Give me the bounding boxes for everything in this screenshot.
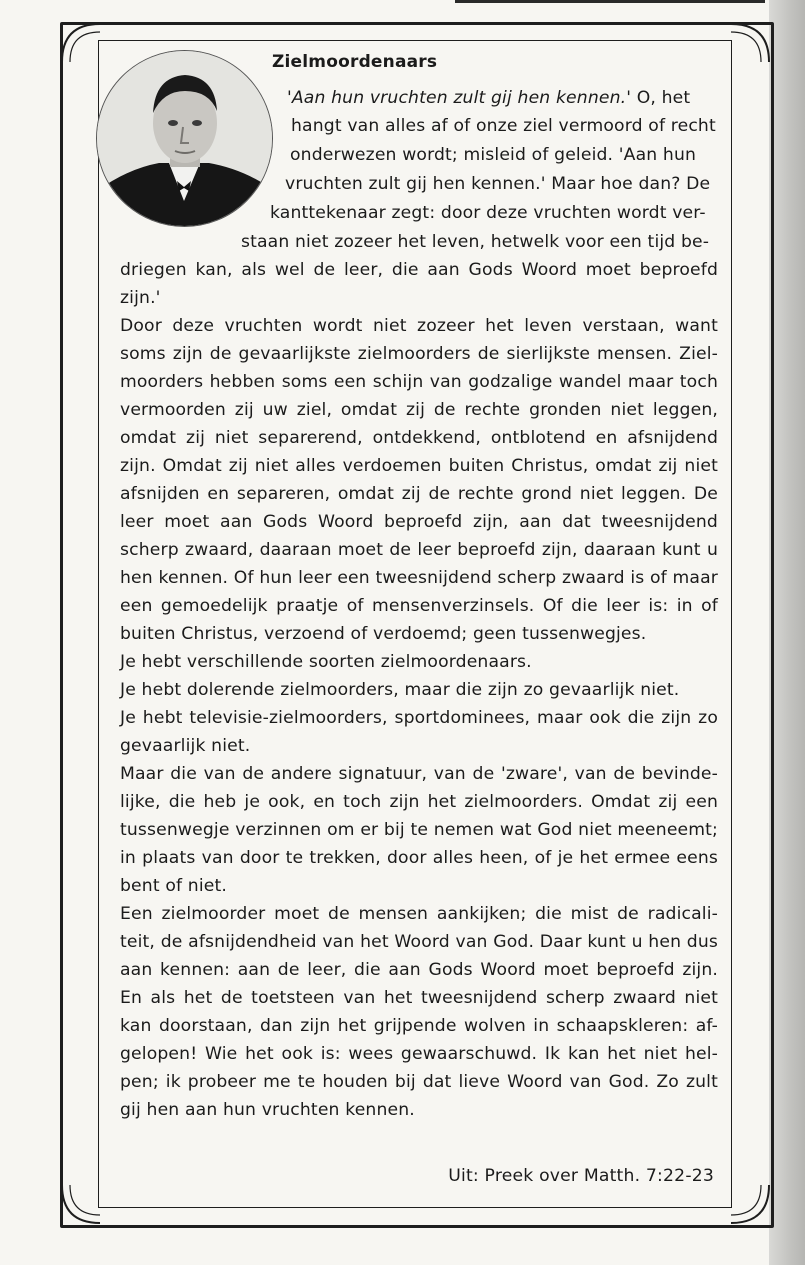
paragraph: Je hebt dolerende zielmoorders, maar die zijn zo gevaarlijk niet. — [120, 680, 680, 700]
intro-line: hangt van alles af of onze ziel vermoord of recht — [291, 116, 716, 136]
paragraph: Door deze vruchten wordt niet zozeer het leven verstaan, want soms zijn de gevaarlijkste zielmoorders de sierlijkste mensen. Ziel-moorders hebben soms een schijn van godzalige wandel maar toch vermoorden zij uw ziel, omdat zij de rechte gronden niet leggen, omdat zij niet separerend, ontdekkend, ontblotend en afsnijdend zijn. Omdat zij niet alles verdoemen buiten Christus, omdat zij niet afsnijden en separeren, omdat zij de rechte grond niet leggen. De leer moet aan Gods Woord beproefd zijn, aan dat tweesnijdend scherp zwaard, daaraan moet de leer beproefd zijn, daaraan kunt u hen kennen. Of hun leer een tweesnijdend scherp zwaard is of maar een gemoedelijk praatje of mensenverzinsels. Of die leer is: in of buiten Christus, verzoend of verdoemd; geen tussenwegjes. — [120, 316, 718, 644]
top-rule — [455, 0, 765, 3]
source-citation: Uit: Preek over Matth. 7:22-23 — [448, 1166, 714, 1186]
paragraph: Maar die van de andere signatuur, van de 'zware', van de bevinde-lijke, die heb je ook, en toch zijn het zielmoorders. Omdat zij een tussenwegje verzinnen om er bij te nemen wat God niet meeneemt; in plaats van door te trekken, door alles heen, of je het ermee eens bent of niet. — [120, 764, 718, 896]
intro-continuation: driegen kan, als wel de leer, die aan Gods Woord moet beproefd zijn.' — [120, 260, 718, 308]
page-edge-shadow — [769, 0, 805, 1265]
author-portrait — [96, 50, 273, 227]
article-title: Zielmoordenaars — [272, 52, 438, 72]
intro-quote: 'Aan hun vruchten zult gij hen kennen.' — [287, 88, 632, 108]
paragraph: Een zielmoorder moet de mensen aankijken; die mist de radicali-teit, de afsnijdendheid van het Woord van God. Daar kunt u hen dus aan kennen: aan de leer, die aan Gods Woord moet beproefd zijn. En als het de toetsteen van het tweesnijdend scherp zwaard niet kan doorstaan, dan zijn het grijpende wolven in schaapskleren: af-gelopen! Wie het ook is: wees gewaarschuwd. Ik kan het niet hel-pen; ik probeer me te houden bij dat lieve Woord van God. Zo zult gij hen aan hun vruchten kennen. — [120, 904, 718, 1120]
frame-corner-ornament — [727, 1181, 771, 1225]
frame-corner-ornament — [727, 22, 771, 66]
intro-line: kanttekenaar zegt: door deze vruchten wordt ver- — [270, 203, 706, 223]
article-body — [120, 312, 718, 1124]
frame-corner-ornament — [60, 1181, 104, 1225]
intro-line: vruchten zult gij hen kennen.' Maar hoe dan? De — [285, 174, 711, 194]
intro-line: onderwezen wordt; misleid of geleid. 'Aan hun — [290, 145, 697, 165]
frame-corner-ornament — [60, 22, 104, 66]
paragraph: Je hebt verschillende soorten zielmoordenaars. — [120, 652, 532, 672]
intro-line: staan niet zozeer het leven, hetwelk voor een tijd be- — [241, 232, 710, 252]
paragraph: Je hebt televisie-zielmoorders, sportdominees, maar ook die zijn zo gevaarlijk niet. — [120, 708, 718, 756]
intro-line: 'Aan hun vruchten zult gij hen kennen.' O, het — [287, 88, 691, 108]
